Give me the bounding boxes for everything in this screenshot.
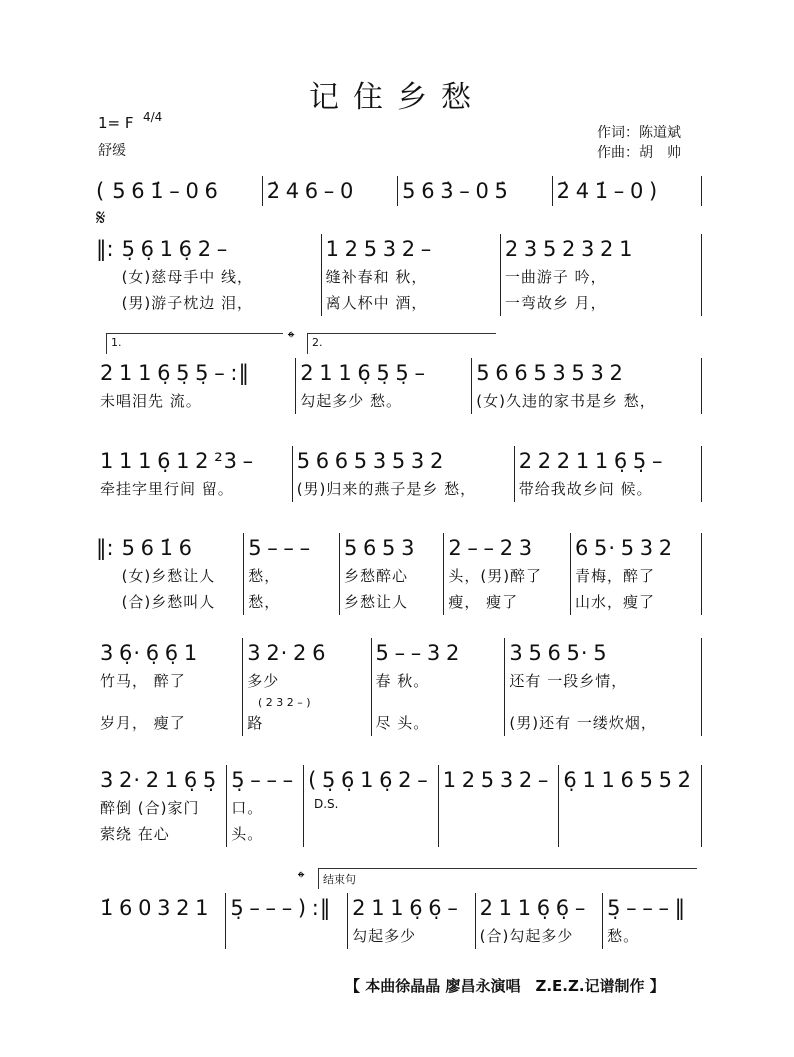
measure (244, 533, 340, 615)
lyric-line: (男)还有 一缕炊烟， (509, 714, 657, 732)
dal-segno: D.S. (314, 797, 339, 811)
lyric-line: (男)游子枕边 泪， (121, 294, 254, 312)
measure-notes: 2 1 1 6̣ 5̣ 5̣ – :‖ (100, 361, 250, 385)
measure-notes: 2 3 5 2 3 2 1 (504, 237, 634, 261)
measure-notes: 5 6 5 3 (343, 536, 416, 560)
measure (243, 638, 371, 736)
row-prefix: ( (96, 179, 105, 203)
measure (226, 893, 348, 949)
measure-notes: 1 1 1 6̣ 1 2 ²3 – (100, 449, 255, 473)
lyric-line: 山水，瘦了 (574, 593, 655, 611)
measure (96, 638, 243, 736)
measure-notes: 3 2· 2 1 6̣ 5̣ (100, 768, 218, 792)
measure (571, 533, 702, 615)
lyric-line: (女)久违的家书是乡 愁， (476, 392, 656, 410)
coda-sign-end: 𝄌 (298, 868, 305, 889)
lyric-line: 青梅，醉了 (574, 567, 655, 585)
lyric-line: 竹马， 醉了 (100, 672, 186, 690)
measure-notes: 2 1 1 6̣ 6̣ – (352, 896, 459, 920)
lyric-line: 路 (247, 714, 264, 732)
credits-footer: 【 本曲徐晶晶 廖昌永演唱 Z.E.Z.记谱制作 】 (345, 977, 665, 995)
lyric-line: 愁。 (607, 927, 640, 945)
measure (304, 765, 439, 847)
measure-notes: 2 2 2 1 1 6̣ 5̣ – (518, 449, 664, 473)
measure (108, 176, 263, 206)
measure-notes: 5̣ – – – ) :‖ (230, 896, 332, 920)
lyric-line: 离人杯中 酒， (325, 294, 428, 312)
measure (118, 234, 322, 316)
measure-notes: 2 1 1 6̣ 6̣ – (479, 896, 587, 920)
notation-row (96, 446, 702, 502)
notation-row (96, 234, 702, 316)
notation-row (96, 765, 702, 847)
measure-notes: 5̣ – – – (231, 768, 295, 792)
lyric-line: 尽 头。 (375, 714, 430, 732)
small-phrase: ( 2 3 2 – ) (258, 696, 311, 709)
measure-notes: 3 2· 2 6 (247, 641, 327, 665)
lyric-line: 牵挂字里行间 留。 (100, 480, 234, 498)
lyric-line: 口。 (231, 799, 264, 817)
measure (96, 765, 227, 847)
lyric-line: 勾起多少 愁。 (300, 392, 403, 410)
key-signature: 1= F (98, 114, 134, 132)
measure-notes: 2 1 1 6̣ 5̣ 5̣ – (300, 361, 426, 385)
measure (322, 234, 501, 316)
lyric-line: 乡愁让人 (343, 593, 408, 611)
measure-notes: 6̣ 1 1 6 5 5 2̇ (563, 768, 692, 792)
composer: 作曲：胡 帅 (597, 145, 681, 161)
notation-row (96, 638, 702, 736)
measure (96, 893, 226, 949)
lyric-line: 带给我故乡问 候。 (518, 480, 653, 498)
notation-row (96, 893, 702, 949)
measure-notes: 1 2 5 3 2 – (325, 237, 433, 261)
measure-notes: 5 6 3̇ – 0 5̇ (402, 179, 509, 203)
measure-notes: 5 – – 3 2 (375, 641, 461, 665)
volta-second-ending: 2. (307, 333, 496, 354)
lyric-line: 岁月， 瘦了 (100, 714, 186, 732)
lyric-line: 未唱泪先 流。 (100, 392, 202, 410)
lyric-line: 勾起多少 (352, 927, 417, 945)
coda-sign: 𝄌 (288, 328, 295, 349)
measure (439, 765, 560, 847)
lyric-line: 醉倒 (合)家门 (100, 799, 200, 817)
lyric-line: 还有 一段乡情， (509, 672, 628, 690)
notation-row (96, 176, 702, 206)
measure-notes: 5̣ – – – ‖ (607, 896, 687, 920)
measure (340, 533, 444, 615)
notation-row (96, 358, 702, 414)
notation-row (96, 533, 702, 615)
measure (559, 765, 702, 847)
measure-notes: 5 6 6 5 3 5 3 2 (296, 449, 445, 473)
lyric-line: (男)归来的燕子是乡 愁， (296, 480, 477, 498)
ending-phrase-bracket: 结束句 (318, 868, 697, 889)
measure-notes: 5 6 1̇ 6 (121, 536, 194, 560)
lyric-line: 缝补春和 秋， (325, 268, 428, 286)
measure-notes: 1̇ 6 0 3 2 1 (100, 896, 210, 920)
row-prefix: ‖: (96, 536, 114, 560)
lyric-line: (合)勾起多少 (479, 927, 574, 945)
measure-notes: 1 2 5 3 2 – (442, 768, 550, 792)
time-signature: 4/4 (143, 110, 163, 124)
measure-notes: ( 5̣ 6̣ 1 6̣ 2 – (308, 768, 429, 792)
lyric-line: 萦绕 在心 (100, 825, 170, 843)
measure-notes: 5 6 6 5 3 5 3 2 (476, 361, 624, 385)
lyric-line: (女)慈母手中 线， (121, 268, 254, 286)
lyricist: 作词：陈道斌 (597, 125, 681, 141)
row-prefix: ‖: (96, 237, 114, 261)
lyric-line: (女)乡愁让人 (121, 567, 216, 585)
measure (603, 893, 702, 949)
measure (501, 234, 702, 316)
lyric-line: 头，(男)醉了 (448, 567, 543, 585)
measure (263, 176, 398, 206)
measure-notes: 6 5· 5 3 2 (574, 536, 674, 560)
measure (515, 446, 702, 502)
tempo-marking: 舒缓 (98, 143, 126, 159)
measure-notes: 3 6̣· 6̣ 6̣ 1 (100, 641, 199, 665)
measure (398, 176, 553, 206)
lyric-line: 瘦， 瘦了 (448, 593, 519, 611)
measure (227, 765, 304, 847)
lyric-line: (合)乡愁叫人 (121, 593, 216, 611)
lyric-line: 愁， (248, 567, 281, 585)
lyric-line: 一曲游子 吟， (504, 268, 607, 286)
measure-notes: 3 5 6 5· 5 (509, 641, 608, 665)
measure (293, 446, 515, 502)
measure (348, 893, 475, 949)
song-title: 记住乡愁 (309, 80, 485, 115)
lyric-line: 头。 (231, 825, 264, 843)
measure-notes: 5 – – – (248, 536, 312, 560)
measure (372, 638, 506, 736)
measure (472, 358, 702, 414)
lyric-line: 乡愁醉心 (343, 567, 408, 585)
lyric-line: 一弯故乡 月， (504, 294, 607, 312)
measure-notes: 5̣ 6̣ 1 6̣ 2 – (121, 237, 229, 261)
measure-notes: 2̇ 4 1̇ – 0 ) (556, 179, 659, 203)
lyric-line: 愁， (248, 593, 281, 611)
segno-sign: 𝄋 (96, 206, 106, 231)
measure (444, 533, 571, 615)
measure (296, 358, 472, 414)
measure (96, 358, 296, 414)
measure (118, 533, 245, 615)
measure (553, 176, 702, 206)
volta-first-ending: 1. (106, 333, 283, 354)
measure (476, 893, 603, 949)
measure (96, 446, 293, 502)
measure-notes: 2̇ 4 6 – 0 (266, 179, 355, 203)
lyric-line: 多少 (247, 672, 280, 690)
measure-notes: 5 6 1̇ – 0 6 (112, 179, 219, 203)
measure (505, 638, 702, 736)
lyric-line: 春 秋。 (375, 672, 430, 690)
measure-notes: 2 – – 2 3 (448, 536, 534, 560)
